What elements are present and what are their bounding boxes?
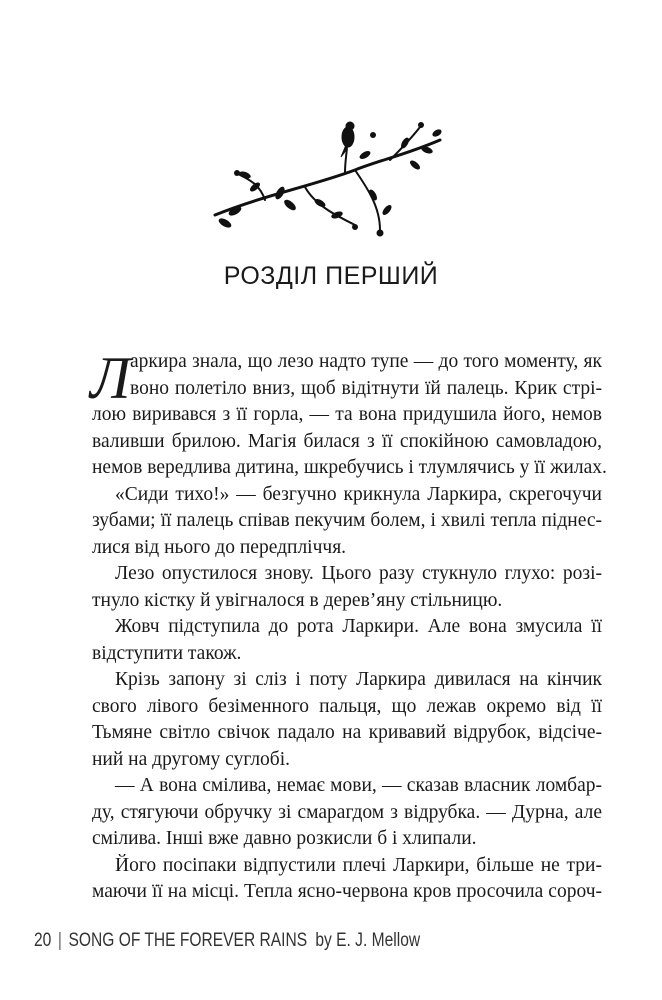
chapter-title: РОЗДІЛ ПЕРШИЙ: [223, 262, 439, 290]
text-line: лися від нього до передпліччя.: [92, 536, 347, 558]
text-line: Лезо опустилося знову. Цього разу стукнуло глухо: розі-: [115, 563, 602, 584]
text-line: ний на другому суглобі.: [92, 748, 291, 770]
text-line: «Сиди тихо!» — безгучно крикнула Ларкира, скрегочучи: [115, 483, 602, 505]
text-line: Жовч підступила до рота Ларкири. Але вона змусила її: [115, 616, 602, 637]
text-line: Тьмяне світло свічок падало на кривавий відрубок, відсіче-: [92, 722, 602, 743]
drop-cap: Л: [90, 345, 131, 411]
text-line: зубами; її палець співав пекучим болем, і хвилі тепла піднес-: [92, 510, 602, 531]
book-title: SONG OF THE FOREVER RAINS: [68, 930, 308, 951]
author: by E. J. Mellow: [315, 930, 421, 951]
branch-with-bird-ornament: [205, 115, 450, 245]
footer-separator: |: [57, 930, 62, 951]
text-line: смілива. Інші вже давно розкисли б і хлипали.: [92, 828, 477, 849]
text-line: — А вона смілива, немає мови, — сказав власник ломбар-: [115, 775, 602, 796]
text-line: воно полетіло вниз, щоб відітнути їй палець. Крик стрі-: [130, 377, 602, 399]
text-line: свого лівого безіменного пальця, що лежав окремо від її: [92, 695, 602, 717]
text-line: лою виривався з її горла, — та вона придушила його, немов: [92, 404, 602, 425]
text-line: валивши брилою. Магія билася з її спокійною самовладою,: [92, 430, 602, 452]
text-line: маючи її на місці. Тепла ясно-червона кров просочила сороч-: [92, 881, 602, 902]
text-line: Крізь запону зі сліз і поту Ларкира дивилася на кінчик: [115, 669, 602, 690]
page-footer: [34, 930, 420, 952]
page-number: 20: [34, 930, 52, 951]
text-line: Його посіпаки відпустили плечі Ларкири, більше не три-: [115, 854, 602, 876]
text-line: немов вередлива дитина, шкребучись і тлумлячись у її жилах.: [92, 457, 607, 478]
chapter-body-text: [90, 345, 607, 906]
text-line: відступити також.: [92, 642, 242, 664]
text-line: тнуло кістку й увігналося в дерев’яну стільницю.: [92, 589, 503, 611]
text-line: ду, стягуючи обручку зі смарагдом з відрубка. — Дурна, але: [92, 801, 602, 823]
text-line: аркира знала, що лезо надто тупе — до того моменту, як: [130, 351, 602, 372]
